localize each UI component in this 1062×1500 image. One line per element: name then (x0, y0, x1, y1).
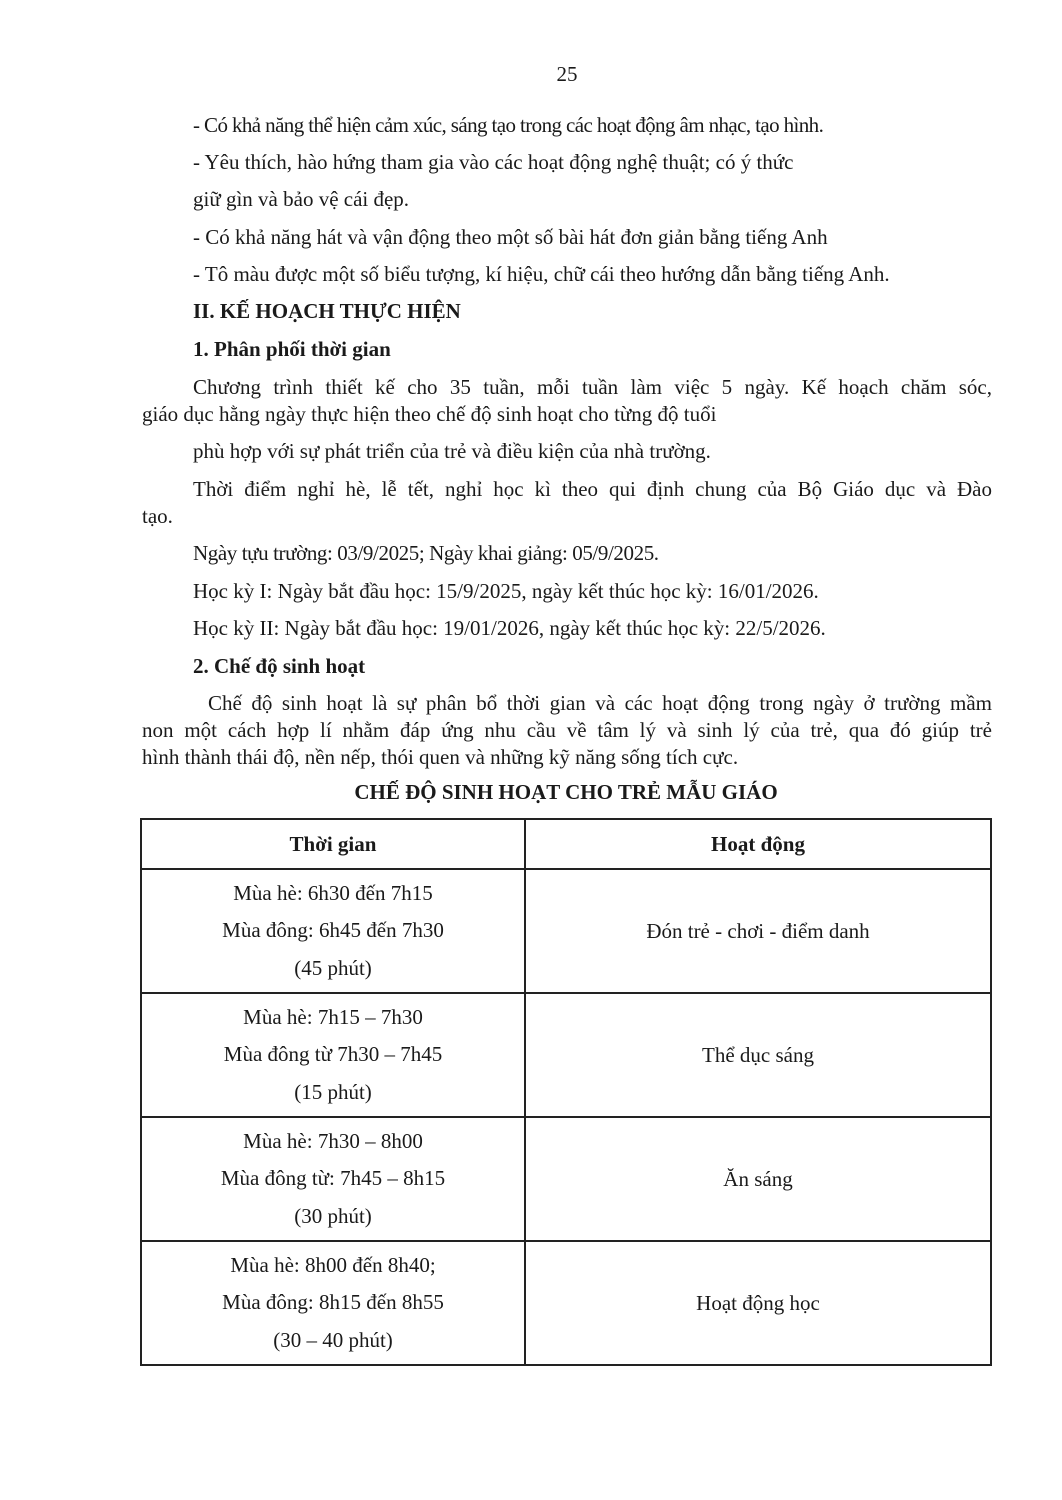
time-winter: Mùa đông từ: 7h45 – 8h15 (220, 1166, 446, 1191)
time-duration: (15 phút) (294, 1079, 372, 1104)
time-cell (141, 1241, 525, 1365)
activity-cell: Thể dục sáng (525, 993, 991, 1117)
paragraph-line: Thời điểm nghỉ hè, lễ tết, nghỉ học kì theo qui định chung của Bộ Giáo dục và Đào (193, 477, 992, 501)
time-summer: Mùa hè: 7h30 – 8h00 (243, 1128, 423, 1153)
column-header-activity: Hoạt động (525, 819, 991, 869)
time-duration: (45 phút) (294, 955, 372, 980)
column-header-time: Thời gian (141, 819, 525, 869)
table-row (141, 993, 991, 1117)
paragraph-line: tạo. (142, 504, 173, 528)
activity-cell: Ăn sáng (525, 1117, 991, 1241)
paragraph-line: non một cách hợp lí nhằm đáp ứng nhu cầu về tâm lý và sinh lý của trẻ, qua đó giúp trẻ (142, 718, 992, 742)
paragraph-line: Chế độ sinh hoạt là sự phân bổ thời gian và các hoạt động trong ngày ở trường mầm (208, 691, 992, 715)
page-number: 25 (556, 62, 578, 86)
time-cell (141, 993, 525, 1117)
subsection-heading: 1. Phân phối thời gian (193, 337, 391, 361)
objective-item: - Có khả năng thể hiện cảm xúc, sáng tạo trong các hoạt động âm nhạc, tạo hình. (193, 113, 824, 137)
time-cell (141, 1117, 525, 1241)
term-dates: Học kỳ II: Ngày bắt đầu học: 19/01/2026, ngày kết thúc học kỳ: 22/5/2026. (193, 616, 826, 640)
subsection-heading: 2. Chế độ sinh hoạt (193, 654, 366, 678)
section-heading: II. KẾ HOẠCH THỰC HIỆN (193, 299, 461, 323)
paragraph-line: hình thành thái độ, nền nếp, thói quen và những kỹ năng sống tích cực. (142, 745, 739, 769)
paragraph-line: Chương trình thiết kế cho 35 tuần, mỗi tuần làm việc 5 ngày. Kế hoạch chăm sóc, (193, 375, 992, 399)
table-row (141, 1241, 991, 1365)
objective-item: - Tô màu được một số biểu tượng, kí hiệu, chữ cái theo hướng dẫn bằng tiếng Anh. (193, 262, 890, 286)
time-winter: Mùa đông từ 7h30 – 7h45 (223, 1042, 443, 1067)
objective-item: giữ gìn và bảo vệ cái đẹp. (193, 187, 410, 211)
paragraph-line: phù hợp với sự phát triển của trẻ và điều kiện của nhà trường. (193, 439, 711, 463)
activity-cell: Đón trẻ - chơi - điểm danh (525, 869, 991, 993)
time-summer: Mùa hè: 7h15 – 7h30 (243, 1004, 423, 1029)
time-duration: (30 phút) (294, 1203, 372, 1228)
objective-item: - Có khả năng hát và vận động theo một số bài hát đơn giản bằng tiếng Anh (193, 225, 828, 249)
school-dates: Ngày tựu trường: 03/9/2025; Ngày khai giảng: 05/9/2025. (193, 541, 659, 565)
term-dates: Học kỳ I: Ngày bắt đầu học: 15/9/2025, ngày kết thúc học kỳ: 16/01/2026. (193, 579, 819, 603)
table-row (141, 869, 991, 993)
time-winter: Mùa đông: 8h15 đến 8h55 (222, 1290, 444, 1315)
schedule-table (140, 818, 992, 1366)
paragraph-line: giáo dục hằng ngày thực hiện theo chế độ sinh hoạt cho từng độ tuổi (142, 402, 717, 426)
objective-item: - Yêu thích, hào hứng tham gia vào các hoạt động nghệ thuật; có ý thức (193, 150, 794, 174)
table-title: CHẾ ĐỘ SINH HOẠT CHO TRẺ MẪU GIÁO (354, 780, 778, 804)
activity-cell: Hoạt động học (525, 1241, 991, 1365)
table-header-row (141, 819, 991, 869)
time-summer: Mùa hè: 8h00 đến 8h40; (230, 1252, 436, 1277)
time-winter: Mùa đông: 6h45 đến 7h30 (222, 918, 444, 943)
time-duration: (30 – 40 phút) (273, 1327, 393, 1352)
time-summer: Mùa hè: 6h30 đến 7h15 (233, 880, 433, 905)
time-cell (141, 869, 525, 993)
table-row (141, 1117, 991, 1241)
